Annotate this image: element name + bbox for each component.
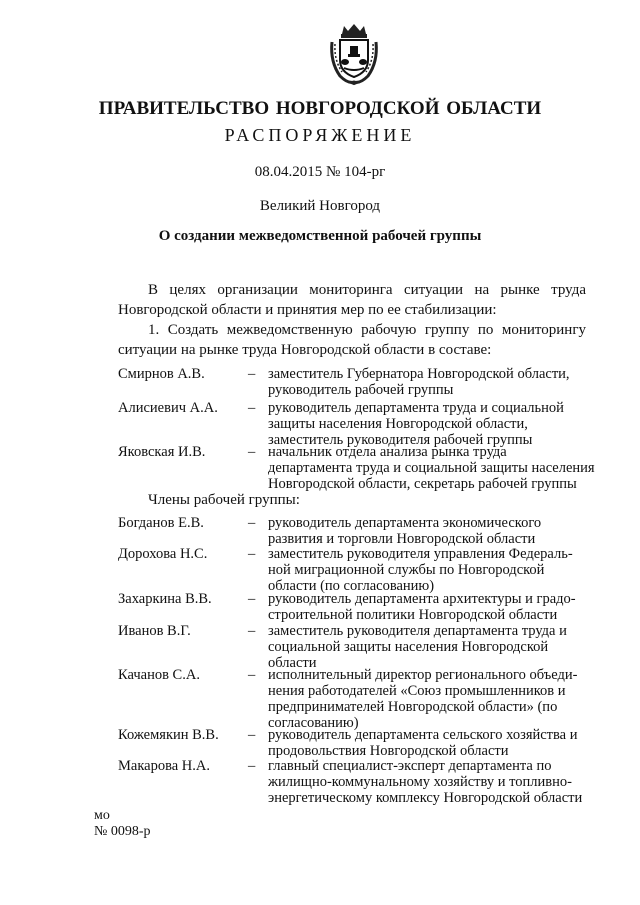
person-role xyxy=(268,758,598,806)
role-line: руководитель департамента сельского хозяйства и xyxy=(268,727,578,743)
document-date-number: 08.04.2015 № 104-рг xyxy=(254,164,386,180)
person-role xyxy=(268,667,598,731)
role-line: развития и торговли Новгородской области xyxy=(268,531,536,547)
person-name: Смирнов А.В. xyxy=(118,366,205,382)
role-line: предпринимателей Новгородской области» (по xyxy=(268,699,558,715)
person-role xyxy=(268,727,598,759)
role-line: области xyxy=(268,655,317,671)
coat-of-arms-icon xyxy=(326,22,382,86)
role-line: заместитель руководителя рабочей группы xyxy=(268,432,533,448)
person-role xyxy=(268,515,598,547)
person-role xyxy=(268,444,598,492)
item-1-paragraph xyxy=(118,320,586,360)
role-line: Новгородской области, секретарь рабочей группы xyxy=(268,476,577,492)
footer-code: № 0098-р xyxy=(94,824,151,839)
dash: – xyxy=(248,727,256,743)
item-1-line-2: ситуации на рынке труда Новгородской области в составе: xyxy=(118,342,492,358)
role-line: нения работодателей «Союз промышленников и xyxy=(268,683,566,699)
dash: – xyxy=(248,366,256,382)
intro-line-2: Новгородской области и принятия мер по ее стабилизации: xyxy=(118,302,497,318)
intro-paragraph xyxy=(118,280,586,320)
person-role xyxy=(268,591,598,623)
dash: – xyxy=(248,591,256,607)
role-line: энергетическому комплексу Новгородской области xyxy=(268,790,583,806)
intro-line-1: В целях организации мониторинга ситуации на рынке труда xyxy=(148,282,586,298)
person-role xyxy=(268,366,598,398)
role-line: заместитель руководителя департамента труда и xyxy=(268,623,567,639)
footer-initials: мо xyxy=(94,808,110,823)
dash: – xyxy=(248,667,256,683)
person-role xyxy=(268,546,598,594)
role-line: руководитель департамента труда и социальной xyxy=(268,400,564,416)
role-line: области (по согласованию) xyxy=(268,578,435,594)
document-city: Великий Новгород xyxy=(259,198,381,214)
person-name: Качанов С.А. xyxy=(118,667,200,683)
role-line: жилищно-коммунальному хозяйству и топливно- xyxy=(268,774,572,790)
government-title: ПРАВИТЕЛЬСТВО НОВГОРОДСКОЙ ОБЛАСТИ xyxy=(98,98,542,119)
person-name: Яковская И.В. xyxy=(118,444,206,460)
dash: – xyxy=(248,444,256,460)
person-name: Богданов Е.В. xyxy=(118,515,204,531)
person-name: Дорохова Н.С. xyxy=(118,546,208,562)
person-name: Макарова Н.А. xyxy=(118,758,210,774)
role-line: руководитель рабочей группы xyxy=(268,382,454,398)
dash: – xyxy=(248,546,256,562)
dash: – xyxy=(248,400,256,416)
role-line: заместитель руководителя управления Федераль- xyxy=(268,546,573,562)
role-line: продовольствия Новгородской области xyxy=(268,743,509,759)
role-line: департамента труда и социальной защиты населения xyxy=(268,460,595,476)
dash: – xyxy=(248,515,256,531)
document-subject: О создании межведомственной рабочей группы xyxy=(158,228,482,244)
person-name: Иванов В.Г. xyxy=(118,623,191,639)
person-name: Алисиевич А.А. xyxy=(118,400,218,416)
person-name: Захаркина В.В. xyxy=(118,591,212,607)
role-line: защиты населения Новгородской области, xyxy=(268,416,528,432)
dash: – xyxy=(248,623,256,639)
role-line: социальной защиты населения Новгородской xyxy=(268,639,549,655)
role-line: исполнительный директор регионального объеди- xyxy=(268,667,578,683)
document-type: РАСПОРЯЖЕНИЕ xyxy=(224,125,416,145)
role-line: строительной политики Новгородской области xyxy=(268,607,558,623)
person-name: Кожемякин В.В. xyxy=(118,727,219,743)
person-role xyxy=(268,623,598,671)
role-line: руководитель департамента экономического xyxy=(268,515,542,531)
role-line: начальник отдела анализа рынка труда xyxy=(268,444,507,460)
person-role xyxy=(268,400,598,448)
role-line: согласованию) xyxy=(268,715,359,731)
role-line: ной миграционной службы по Новгородской xyxy=(268,562,545,578)
dash: – xyxy=(248,758,256,774)
role-line: руководитель департамента архитектуры и градо- xyxy=(268,591,576,607)
members-label: Члены рабочей группы: xyxy=(148,492,300,508)
role-line: заместитель Губернатора Новгородской области, xyxy=(268,366,570,382)
role-line: главный специалист-эксперт департамента по xyxy=(268,758,552,774)
item-1-line-1: 1. Создать межведомственную рабочую группу по мониторингу xyxy=(148,322,586,338)
